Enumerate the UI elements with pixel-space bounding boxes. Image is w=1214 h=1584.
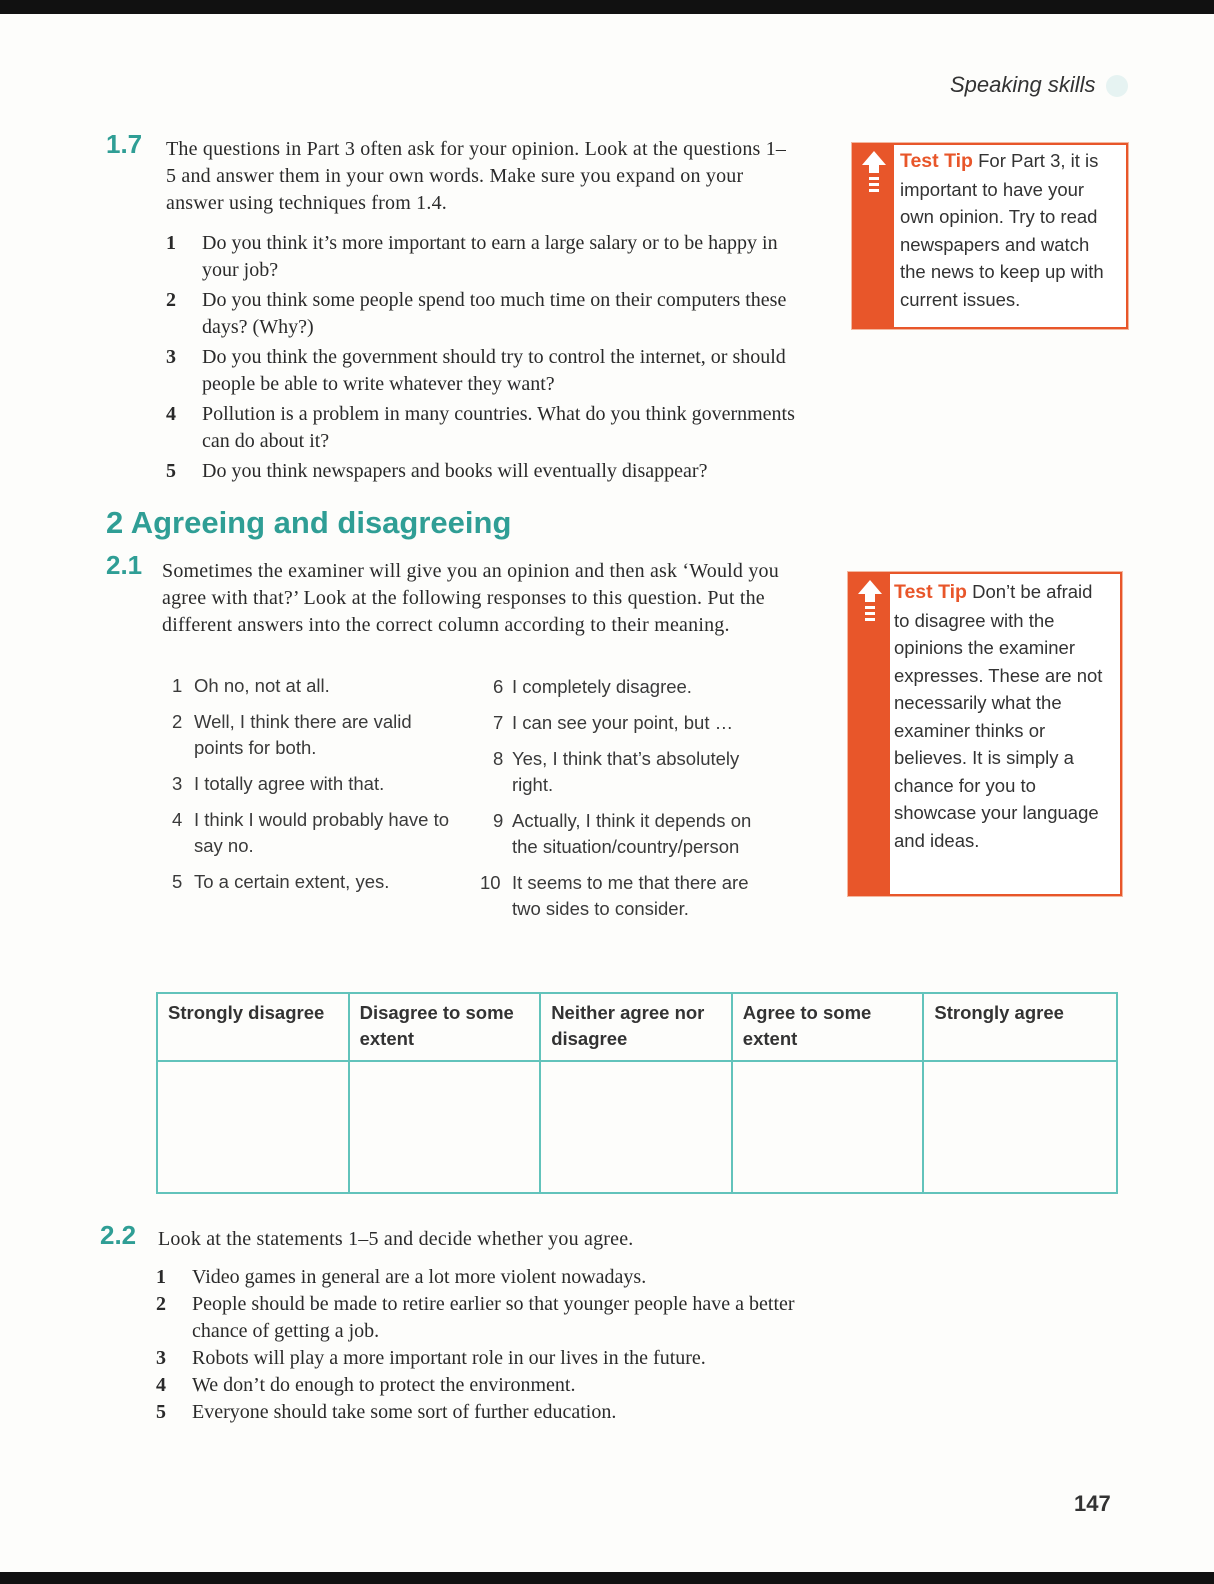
list-item: 5 Do you think newspapers and books will eventually disappear? xyxy=(166,460,708,482)
list-item: 3 Do you think the government should try to control the internet, or should people be able to write whatever they want? xyxy=(166,346,786,395)
exercise-1-7-questions xyxy=(166,230,816,488)
list-item: 8 Yes, I think that’s absolutely right. xyxy=(493,748,740,795)
list-item: 3 Robots will play a more important role in our lives in the future. xyxy=(156,1347,706,1369)
table-header-agree-some: Agree to some extent xyxy=(733,994,925,1062)
list-item: 7 I can see your point, but … xyxy=(493,712,734,733)
test-tip-box-2 xyxy=(848,572,1122,896)
top-edge xyxy=(0,0,1214,14)
exercise-1-7-instructions: The questions in Part 3 often ask for your opinion. Look at the questions 1–5 and answer them in your own words. Make sure you expand on your answer using techniques from 1.4. xyxy=(166,138,787,214)
table-header-strongly-disagree: Strongly disagree xyxy=(158,994,350,1062)
list-item: 1 Do you think it’s more important to earn a large salary or to be happy in your job? xyxy=(166,232,778,281)
answer-cell-agree-some[interactable] xyxy=(733,1062,925,1192)
list-item: 3 I totally agree with that. xyxy=(172,773,385,794)
list-item: 1 Oh no, not at all. xyxy=(172,675,330,696)
header-dot-decoration xyxy=(1106,75,1128,97)
test-tip-1-title: Test Tip xyxy=(900,150,973,172)
list-item: 10 It seems to me that there are two sides to consider. xyxy=(480,872,749,919)
test-tip-1-text: Test Tip For Part 3, it is important to have your own opinion. Try to read newspapers and watch the news to keep up with current issues. xyxy=(900,150,1104,310)
list-item: 2 Well, I think there are valid points for both. xyxy=(172,711,412,758)
section-header: Speaking skills xyxy=(950,72,1096,97)
agreement-table xyxy=(156,992,1118,1194)
exercise-2-2-instructions: Look at the statements 1–5 and decide whether you agree. xyxy=(158,1228,634,1250)
responses-right-column xyxy=(480,674,780,922)
page-number: 147 xyxy=(1074,1491,1111,1516)
list-item: 2 Do you think some people spend too much time on their computers these days? (Why?) xyxy=(166,289,787,338)
responses-left-column xyxy=(172,673,462,895)
arrow-up-icon xyxy=(856,578,884,630)
list-item: 4 I think I would probably have to say no. xyxy=(172,809,450,856)
test-tip-2-text: Test Tip Don’t be afraid to disagree with the opinions the examiner expresses. These are not necessarily what the examiner thinks or believes. It is simply a chance for you to showcase your language and ideas. xyxy=(894,581,1103,851)
list-item: 6 I completely disagree. xyxy=(493,676,692,697)
list-item: 1 Video games in general are a lot more violent nowadays. xyxy=(156,1266,647,1288)
list-item: 9 Actually, I think it depends on the situation/country/person xyxy=(493,810,752,857)
table-header-disagree-some: Disagree to some extent xyxy=(350,994,542,1062)
list-item: 2 People should be made to retire earlier so that younger people have a better chance of getting a job. xyxy=(156,1293,795,1342)
exercise-number-2-2: 2.2 xyxy=(100,1220,137,1250)
bottom-edge xyxy=(0,1572,1214,1584)
table-header-neither: Neither agree nor disagree xyxy=(541,994,733,1062)
test-tip-box-1 xyxy=(852,143,1128,329)
list-item: 5 To a certain extent, yes. xyxy=(172,871,390,892)
answer-cell-strongly-disagree[interactable] xyxy=(158,1062,350,1192)
list-item: 4 Pollution is a problem in many countries. What do you think governments can do about it? xyxy=(166,403,795,452)
answer-cell-neither[interactable] xyxy=(541,1062,733,1192)
answer-cell-strongly-agree[interactable] xyxy=(924,1062,1116,1192)
exercise-number-1-7: 1.7 xyxy=(106,129,143,159)
test-tip-2-title: Test Tip xyxy=(894,581,967,603)
section-heading-agreeing: 2 Agreeing and disagreeing xyxy=(106,505,512,540)
list-item: 5 Everyone should take some sort of further education. xyxy=(156,1401,617,1423)
answer-cell-disagree-some[interactable] xyxy=(350,1062,542,1192)
table-header-strongly-agree: Strongly agree xyxy=(924,994,1116,1062)
exercise-number-2-1: 2.1 xyxy=(106,550,143,580)
list-item: 4 We don’t do enough to protect the environment. xyxy=(156,1374,576,1396)
exercise-2-2-statements xyxy=(156,1264,816,1426)
arrow-up-icon xyxy=(860,149,888,201)
exercise-2-1-instructions: Sometimes the examiner will give you an opinion and then ask ‘Would you agree with that?’ Look at the following responses to this question. Put the different answers into the correct column according to their meaning. xyxy=(162,560,779,636)
